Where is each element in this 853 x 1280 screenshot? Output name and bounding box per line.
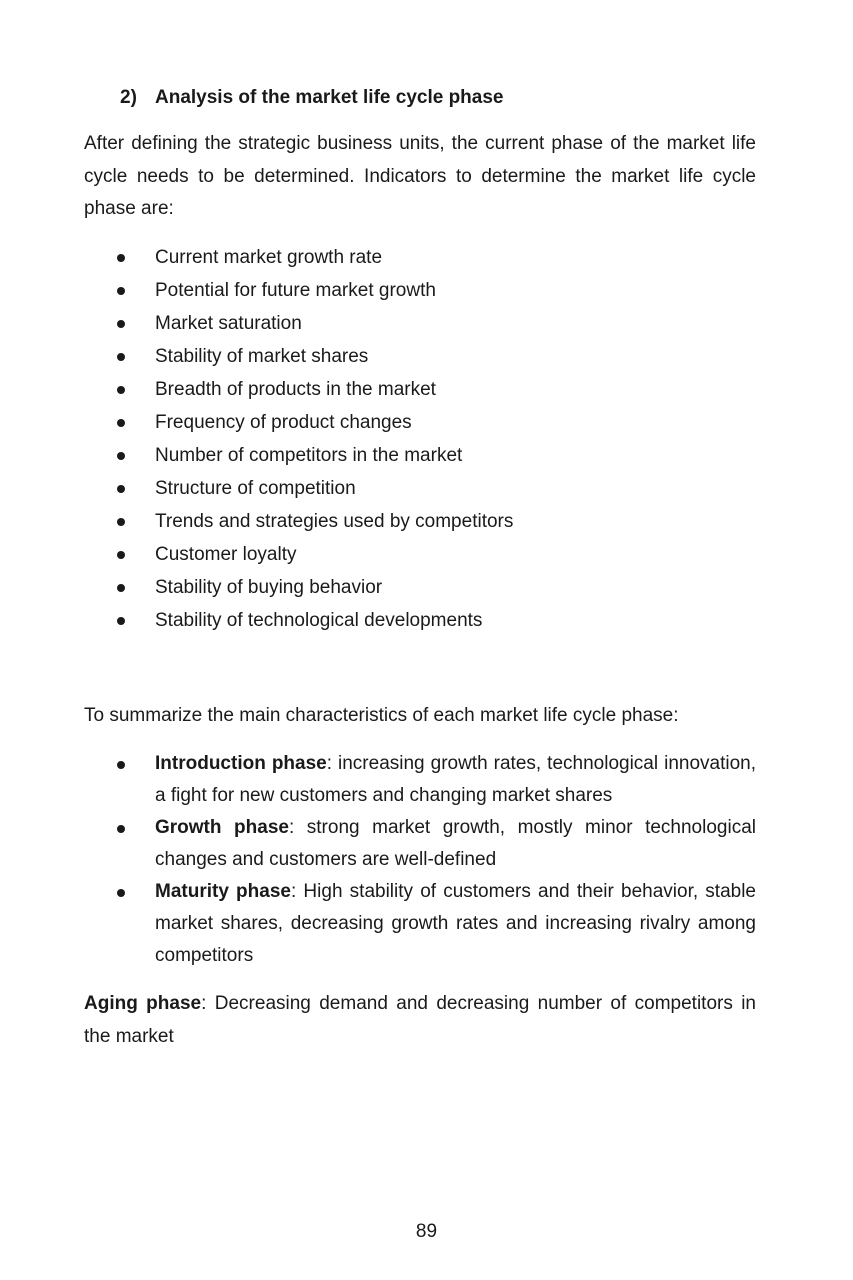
bullet-icon — [117, 287, 125, 295]
list-item: Current market growth rate — [84, 241, 756, 274]
phase-description: : High stability of customers and their behavior, stable market shares, decreasing growth rates and increasing rivalry among competitors — [155, 881, 756, 966]
aging-phase-paragraph — [84, 988, 756, 1053]
bullet-icon — [117, 617, 125, 625]
aging-term: Aging phase — [84, 993, 202, 1014]
phase-list — [84, 748, 756, 972]
bullet-icon — [117, 254, 125, 262]
bullet-icon — [117, 825, 125, 833]
bullet-icon — [117, 518, 125, 526]
indicator-list — [84, 241, 756, 637]
phase-item-introduction — [84, 748, 756, 812]
list-item: Potential for future market growth — [84, 274, 756, 307]
phase-term: Growth phase — [155, 817, 289, 838]
intro-paragraph: After defining the strategic business units, the current phase of the market life cycle needs to be determined. Indicators to determine the market life cycle phase are: — [84, 133, 756, 219]
bullet-icon — [117, 419, 125, 427]
list-item: Trends and strategies used by competitors — [84, 505, 756, 538]
bullet-icon — [117, 761, 125, 769]
bullet-icon — [117, 320, 125, 328]
phase-term: Introduction phase — [155, 753, 327, 774]
list-item: Stability of buying behavior — [84, 571, 756, 604]
summary-paragraph: To summarize the main characteristics of each market life cycle phase: — [84, 705, 679, 726]
list-item: Stability of technological developments — [84, 604, 756, 637]
list-item: Customer loyalty — [84, 538, 756, 571]
list-item: Stability of market shares — [84, 340, 756, 373]
bullet-icon — [117, 485, 125, 493]
list-item: Market saturation — [84, 307, 756, 340]
bullet-icon — [117, 584, 125, 592]
section-heading — [120, 84, 504, 112]
list-item: Structure of competition — [84, 472, 756, 505]
page-number: 89 — [415, 1221, 438, 1242]
phase-item-growth — [84, 812, 756, 876]
list-item: Breadth of products in the market — [84, 373, 756, 406]
phase-description: : strong market growth, mostly minor technological changes and customers are well-defined — [155, 817, 756, 870]
section-number: 2) — [120, 87, 137, 108]
bullet-icon — [117, 889, 125, 897]
aging-description: : Decreasing demand and decreasing number of competitors in the market — [84, 993, 756, 1047]
phase-term: Maturity phase — [155, 881, 291, 902]
bullet-icon — [117, 452, 125, 460]
phase-description: : increasing growth rates, technological innovation, a fight for new customers and changing market shares — [155, 753, 757, 806]
bullet-icon — [117, 551, 125, 559]
section-title: Analysis of the market life cycle phase — [155, 87, 504, 108]
phase-item-maturity — [84, 876, 756, 972]
bullet-icon — [117, 353, 125, 361]
bullet-icon — [117, 386, 125, 394]
list-item: Frequency of product changes — [84, 406, 756, 439]
list-item: Number of competitors in the market — [84, 439, 756, 472]
